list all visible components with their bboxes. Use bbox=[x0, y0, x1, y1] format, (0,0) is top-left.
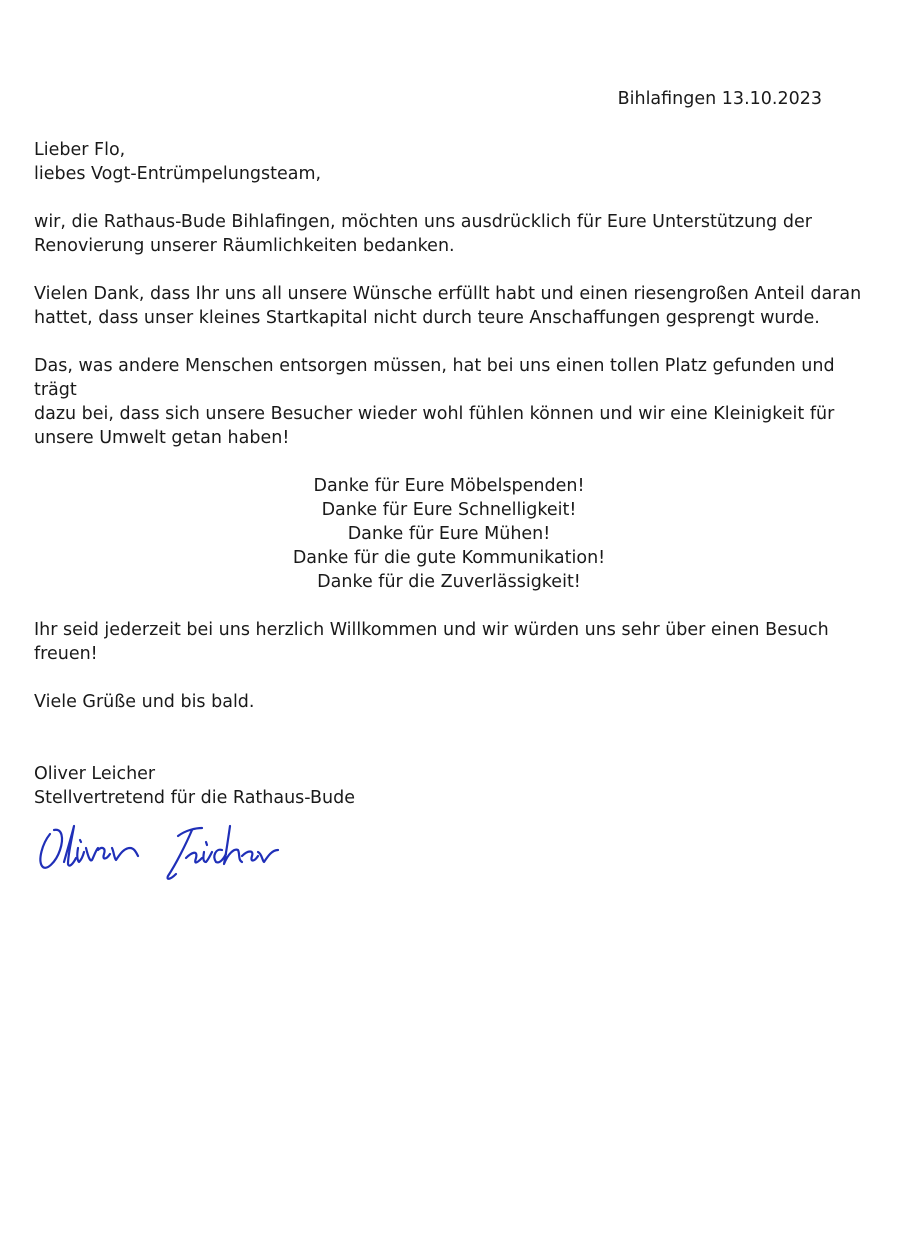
paragraph-line: dazu bei, dass sich unsere Besucher wieder wohl fühlen können und wir eine Kleinigkeit für bbox=[34, 404, 835, 424]
paragraph-line: Vielen Dank, dass Ihr uns all unsere Wünsche erfüllt habt und einen riesengroßen Anteil daran bbox=[34, 284, 862, 304]
sender-block bbox=[34, 762, 864, 810]
closing-line: Viele Grüße und bis bald. bbox=[34, 692, 255, 712]
date-line: Bihlafingen 13.10.2023 bbox=[617, 89, 822, 109]
thanks-list bbox=[34, 474, 864, 594]
paragraph-line: hattet, dass unser kleines Startkapital nicht durch teure Anschaffungen gesprengt wurde. bbox=[34, 308, 820, 328]
paragraph-line: wir, die Rathaus-Bude Bihlafingen, möchten uns ausdrücklich für Eure Unterstützung der bbox=[34, 212, 812, 232]
salutation bbox=[34, 138, 864, 186]
paragraph-line: unsere Umwelt getan haben! bbox=[34, 428, 290, 448]
paragraph-line: Das, was andere Menschen entsorgen müssen, hat bei uns einen tollen Platz gefunden und trägt bbox=[34, 356, 835, 400]
thanks-line: Danke für die Zuverlässigkeit! bbox=[317, 572, 581, 592]
handwritten-signature bbox=[36, 818, 286, 888]
letter-body bbox=[34, 138, 864, 810]
salutation-line: Lieber Flo, bbox=[34, 140, 126, 160]
paragraph-thanks-intro bbox=[34, 210, 864, 258]
paragraph-environment bbox=[34, 354, 864, 450]
paragraph-invitation bbox=[34, 618, 864, 666]
paragraph-line: Renovierung unserer Räumlichkeiten bedanken. bbox=[34, 236, 455, 256]
thanks-line: Danke für Eure Mühen! bbox=[347, 524, 551, 544]
thanks-line: Danke für die gute Kommunikation! bbox=[292, 548, 606, 568]
sender-role: Stellvertretend für die Rathaus-Bude bbox=[34, 788, 355, 808]
thanks-line: Danke für Eure Möbelspenden! bbox=[313, 476, 585, 496]
paragraph-line: freuen! bbox=[34, 644, 98, 664]
paragraph-wishes bbox=[34, 282, 864, 330]
sender-name: Oliver Leicher bbox=[34, 764, 156, 784]
thanks-line: Danke für Eure Schnelligkeit! bbox=[321, 500, 577, 520]
salutation-line: liebes Vogt-Entrümpelungsteam, bbox=[34, 164, 322, 184]
paragraph-line: Ihr seid jederzeit bei uns herzlich Willkommen und wir würden uns sehr über einen Besuch bbox=[34, 620, 829, 640]
